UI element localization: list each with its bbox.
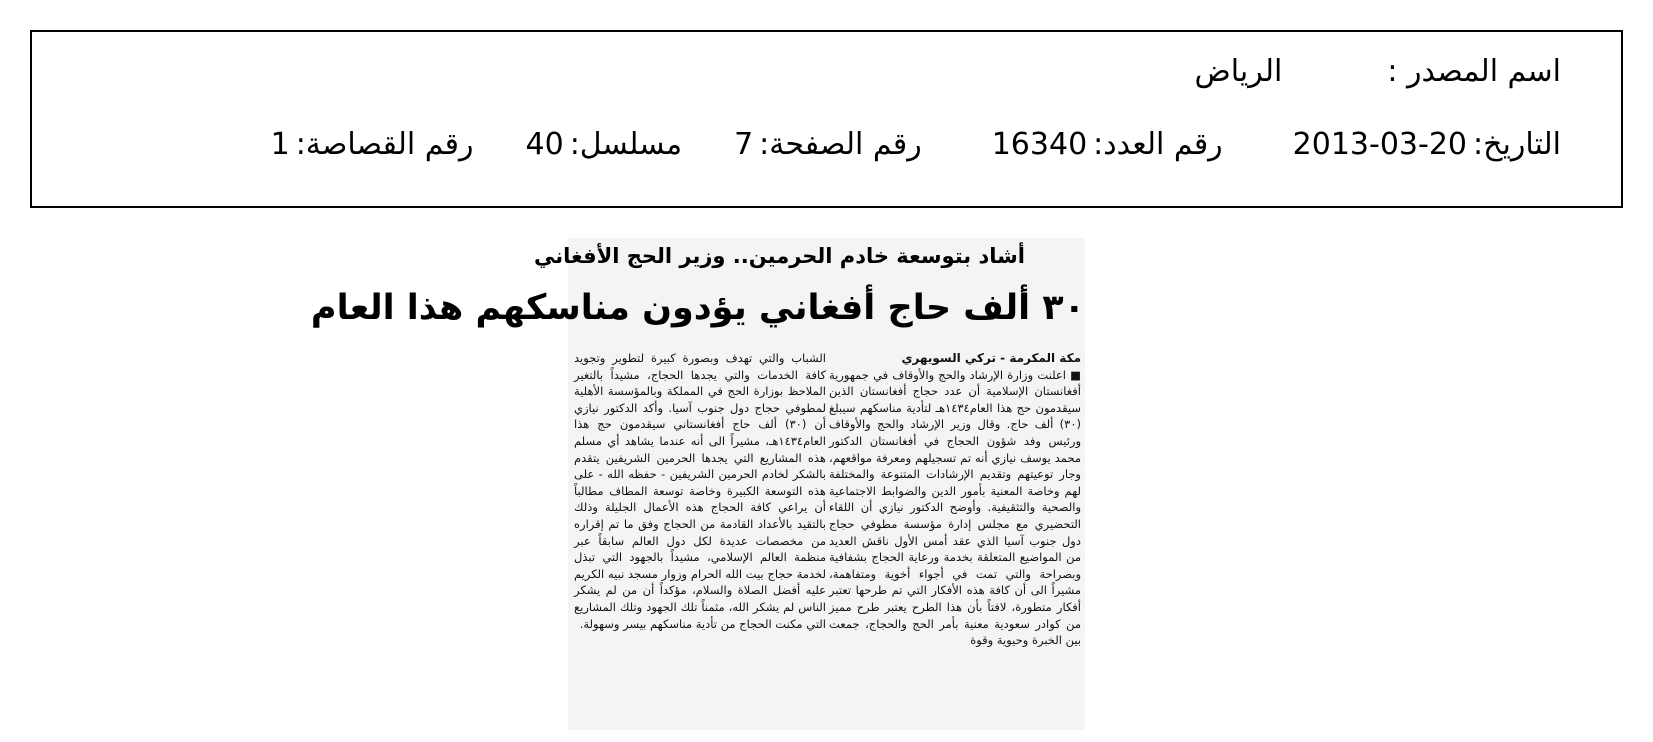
page-field <box>734 127 922 162</box>
source-row <box>1195 54 1561 89</box>
date-label: التاريخ: <box>1473 127 1561 162</box>
clipping-label: رقم القصاصة: <box>295 127 474 162</box>
date-field <box>1293 127 1561 162</box>
article-byline: مكة المكرمة - تركي السويهري <box>901 351 1081 365</box>
date-value: 2013-03-20 <box>1292 127 1468 162</box>
serial-field <box>526 127 683 162</box>
article-body-right: ■ اعلنت وزارة الإرشاد والحج والأوقاف في جمهورية أفغانستان الإسلامية أن عدد حجاج أفغانستان الذين سيقدمون حج هذا العام١٤٣٤هـ لتأدية مناسكهم سيبلغ (٣٠) ألف حاج. وقال وزير الإرشاد والحج والأوقاف ورئيس وفد شؤون الحجاج في أفغانستان الدكتور محمد يوسف نيازي أنه تم تسجيلهم ومعرفة مواقعهم، وجار توعيتهم وتقديم الإرشادات المتنوعة والمختلفة لهم وخاصة المعنية بأمور الدين والضوابط الاجتماعية والصحية والتثقيفية. وأوضح الدكتور نيازي أن اللقاء التحضيري مع مجلس إدارة مؤسسة مطوفي حجاج دول جنوب آسيا الذي عقد أمس الأول ناقش العديد من المواضيع المتعلقة بخدمة ورعاية الحجاج بشفافية وبصراحة والتي تمت في أجواء أخوية ومتفاهمة، مشيراً الى أن كافة هذه الأفكار التي تم طرحها تعتبر أفكار متطورة، لافتاً بأن هذا الطرح يعتبر طرح مميز من كوادر سعودية معنية بأمر الحج والحجاج، جمعت بين الخبرة وحيوية وقوة <box>829 367 1081 648</box>
article-body-left: الشباب والتي تهدف وبصورة كبيرة لتطوير وتجويد كافة الخدمات والتي يجدها الحجاج، مشيداً بالتغير الملاحظ بوزارة الحج في المملكة وبالمؤسسة الأهلية لمطوفي حجاج دول جنوب آسيا. وأكد الدكتور نيازي أن (٣٠) ألف حاج أفغانستاني سيقدمون حج هذا العام١٤٣٤هـ، مشيراً الى أنه عندما يشاهد أي مسلم هذه المشاريع التي يجدها الحرمين الشريفين يتقدم بالشكر لخادم الحرمين الشريفين - حفظه الله - على هذه التوسعة الكبيرة وخاصة توسعة المطاف مطالباً أن يراعي كافة الحجاج هذه الأعمال الجليلة وذلك بالتقيد بالأعداد القادمة من الحجاج وفق ما تم إقراره من مخصصات عديدة لكل دول العالم سابقاً عبر منظمة العالم الإسلامي، مشيداً بالجهود التي تبذل لخدمة حجاج بيت الله الحرام وزوار مسجد نبيه الكريم عليه أفضل الصلاة والسلام، مؤكداً أن من لم يشكر الناس لم يشكر الله، مثمناً تلك الجهود وتلك المشاريع التي مكنت الحجاج من تأدية مناسكهم بيسر وسهولة. <box>574 351 826 631</box>
article-headline: ٣٠ ألف حاج أفغاني يؤدون مناسكهم هذا العام <box>310 288 1085 328</box>
details-row <box>271 127 1561 162</box>
clipping-info-box <box>30 30 1623 208</box>
issue-value: 16340 <box>991 127 1088 162</box>
source-label: اسم المصدر : <box>1387 54 1561 89</box>
issue-label: رقم العدد: <box>1093 127 1223 162</box>
serial-value: 40 <box>525 127 564 162</box>
serial-label: مسلسل: <box>569 127 683 162</box>
source-value: الرياض <box>1194 54 1283 89</box>
page-label: رقم الصفحة: <box>759 127 922 162</box>
page-value: 7 <box>734 127 754 162</box>
article-column-left <box>574 350 826 632</box>
clipping-field <box>271 127 474 162</box>
clipping-value: 1 <box>270 127 290 162</box>
article-column-right <box>829 350 1081 649</box>
newspaper-clipping <box>310 238 1085 730</box>
issue-field <box>992 127 1223 162</box>
article-kicker: أشاد بتوسعة خادم الحرمين.. وزير الحج الأفغاني <box>533 244 1025 268</box>
